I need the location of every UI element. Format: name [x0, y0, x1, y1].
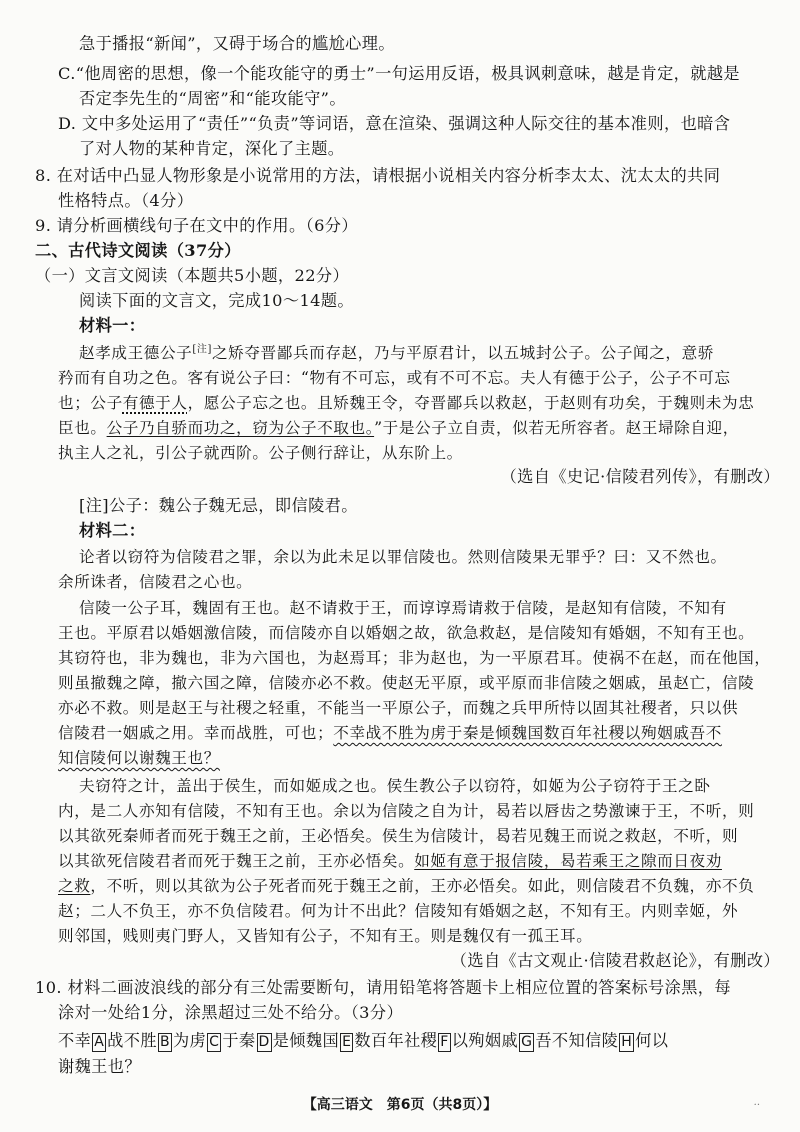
question-10: 10. 材料二画波浪线的部分有三处需要断句，请用铅笔将答题卡上相应位置的答案标号涂黑，每: [35, 978, 731, 997]
dotted-emphasis: 有德于人: [122, 394, 188, 412]
material-two-line: [58, 747, 220, 769]
sentence-break-options-continuation: 谢魏王也？: [58, 1057, 141, 1076]
segment: 不幸: [58, 1031, 92, 1050]
wavy-underline-passage: 不幸战不胜为虏于秦是倾魏国数百年社稷以殉姻戚吾不: [333, 724, 722, 742]
wavy-underline-passage: 知信陵何以谢魏王也？: [58, 749, 220, 767]
text: 也；公子: [58, 394, 123, 412]
source-one: （选自《史记·信陵君列传》，有删改）: [500, 467, 780, 486]
underlined-sentence: 如姬有意于报信陵，曷若乘王之隙而日夜劝: [414, 852, 722, 870]
material-one-line: [58, 417, 739, 439]
segment: 以殉姻戚: [451, 1031, 519, 1050]
corner-mark: ··: [753, 1100, 760, 1111]
text: 之矫夺晋鄙兵而存赵，乃与平原君计，以五城封公子。公子闻之，意骄: [211, 344, 714, 362]
text: 臣也。: [58, 419, 107, 437]
material-two-line: [58, 875, 754, 897]
option-c-continuation: 否定李先生的“周密”和“能攻能守”。: [79, 89, 346, 108]
section-heading-classical: 二、古代诗文阅读（37分）: [35, 241, 241, 260]
material-two-line: [58, 850, 722, 872]
text: ”于是公子立自责，似若无所容者。赵王埽除自迎，: [374, 419, 739, 437]
material-two-line: 王也。平原君以婚姻激信陵，而信陵亦自以婚姻之故，欲急救赵，是信陵知有婚姻，不知有王也。: [58, 624, 755, 642]
text: 赵孝成王德公子: [79, 344, 193, 362]
material-one-line: [58, 392, 754, 414]
option-box-g[interactable]: G: [521, 1034, 533, 1050]
segment: 为虏: [172, 1031, 207, 1050]
text: 信陵君一姻戚之用。幸而战胜，可也；: [58, 724, 334, 742]
material-two-line: 信陵一公子耳，魏固有王也。赵不请救于王，而谆谆焉请救于信陵，是赵知有信陵，不知有: [79, 599, 727, 617]
source-two: （选自《古文观止·信陵君救赵论》，有删改）: [450, 951, 780, 970]
segment: 于秦: [222, 1031, 256, 1050]
material-one-line: 执主人之礼，引公子就西阶。公子侧行辞让，从东阶上。: [58, 444, 463, 462]
question-8-continuation: 性格特点。（4分）: [58, 191, 194, 210]
sentence-break-options: [58, 1030, 668, 1052]
option-box-e[interactable]: E: [342, 1034, 352, 1050]
material-two-line: 余所诛者，信陵君之心也。: [58, 573, 253, 591]
material-two-line: 以其欲死秦师者而死于魏王之前，王必悟矣。侯生为信陵计，曷若见魏王而说之救赵，不听，则: [58, 827, 739, 845]
reading-instruction: 阅读下面的文言文，完成10～14题。: [79, 291, 355, 310]
material-two-line: 则邻国，贱则夷门野人，又皆知有公子，不知有王。则是魏仅有一孤王耳。: [58, 927, 593, 945]
material-two-line: 夫窃符之计，盖出于侯生，而如姬成之也。侯生教公子以窃符，如姬为公子窃符于王之卧: [79, 777, 711, 795]
underlined-sentence: 之救: [58, 877, 91, 895]
segment: 吾不知信陵: [535, 1031, 619, 1050]
option-box-h[interactable]: H: [621, 1034, 633, 1050]
material-one-line: [79, 342, 714, 364]
material-two-line: [58, 722, 722, 744]
option-c: C.“他周密的思想，像一个能攻能守的勇士”一句运用反语，极具讽刺意味，越是肯定，就越是: [58, 64, 741, 83]
material-one-line: 矜而有自功之色。客有说公子曰：“物有不可忘，或有不可不忘。夫人有德于公子，公子不可忘: [58, 369, 731, 387]
option-box-c[interactable]: C: [209, 1034, 220, 1050]
segment: 数百年社稷: [354, 1031, 438, 1050]
segment: 是倾魏国: [272, 1031, 340, 1050]
annotation: [注]公子：魏公子魏无忌，即信陵君。: [79, 496, 358, 515]
material-two-line: 论者以窃符为信陵君之罪，余以为此未足以罪信陵也。然则信陵果无罪乎？曰：又不然也。: [79, 548, 727, 566]
question-9: 9. 请分析画横线句子在文中的作用。（6分）: [35, 216, 358, 235]
option-box-a[interactable]: A: [94, 1034, 105, 1050]
text: 以其欲死信陵君者而死于魏王之前，王亦必悟矣。: [58, 852, 415, 870]
option-box-f[interactable]: F: [440, 1034, 449, 1050]
question-10-continuation: 涂对一处给1分，涂黑超过三处不给分。（3分）: [58, 1003, 404, 1022]
material-two-line: 其窃符也，非为魏也，非为六国也，为赵焉耳；非为赵也，为一平原君耳。使祸不在赵，而在他国，: [58, 649, 771, 667]
text: ，愿公子忘之也。且矫魏王令，夺晋鄙兵以救赵，于赵则有功矣，于魏则未为忠: [187, 394, 755, 412]
question-8: 8. 在对话中凸显人物形象是小说常用的方法，请根据小说相关内容分析李太太、沈太太的共同: [35, 166, 721, 185]
material-one-label: 材料一：: [79, 316, 146, 335]
note-marker: [注]: [192, 343, 212, 355]
text: ，不听，则以其欲为公子死者而死于魏王之前，王亦必悟矣。如此，则信陵君不负魏，亦不负: [90, 877, 755, 895]
material-two-line: 赵；二人不负王，亦不负信陵君。何为计不出此？信陵知有婚姻之赵，不知有王。内则幸姬，外: [58, 902, 739, 920]
option-box-d[interactable]: D: [258, 1034, 270, 1050]
page-footer: 【高三语文 第6页（共8页）】: [302, 1097, 498, 1113]
subsection-heading: （一）文言文阅读（本题共5小题，22分）: [35, 266, 350, 285]
segment: 何以: [635, 1031, 669, 1050]
underlined-sentence: 公子乃自骄而功之，窃为公子不取也。: [106, 419, 375, 437]
material-two-label: 材料二：: [79, 521, 146, 540]
segment: 战不胜: [107, 1031, 157, 1050]
material-two-line: 亦必不救。则是赵王与社稷之轻重，不能当一平原公子，而魏之兵甲所恃以固其社稷者，只以供: [58, 699, 739, 717]
option-b-continuation: 急于播报“新闻”，又碍于场合的尴尬心理。: [79, 34, 395, 53]
option-box-b[interactable]: B: [159, 1034, 170, 1050]
option-d-continuation: 了对人物的某种肯定，深化了主题。: [79, 139, 345, 158]
material-two-line: 则虽撤魏之障，撤六国之障，信陵亦必不救。使赵无平原，或平原而非信陵之姻戚，虽赵亡，信陵: [58, 674, 755, 692]
material-two-line: 内，是二人亦知有信陵，不知有王也。余以为信陵之自为计，曷若以唇齿之势激谏于王，不听，则: [58, 802, 755, 820]
option-d: D. 文中多处运用了“责任”“负责”等词语，意在渲染、强调这种人际交往的基本准则，也暗含: [58, 114, 731, 133]
